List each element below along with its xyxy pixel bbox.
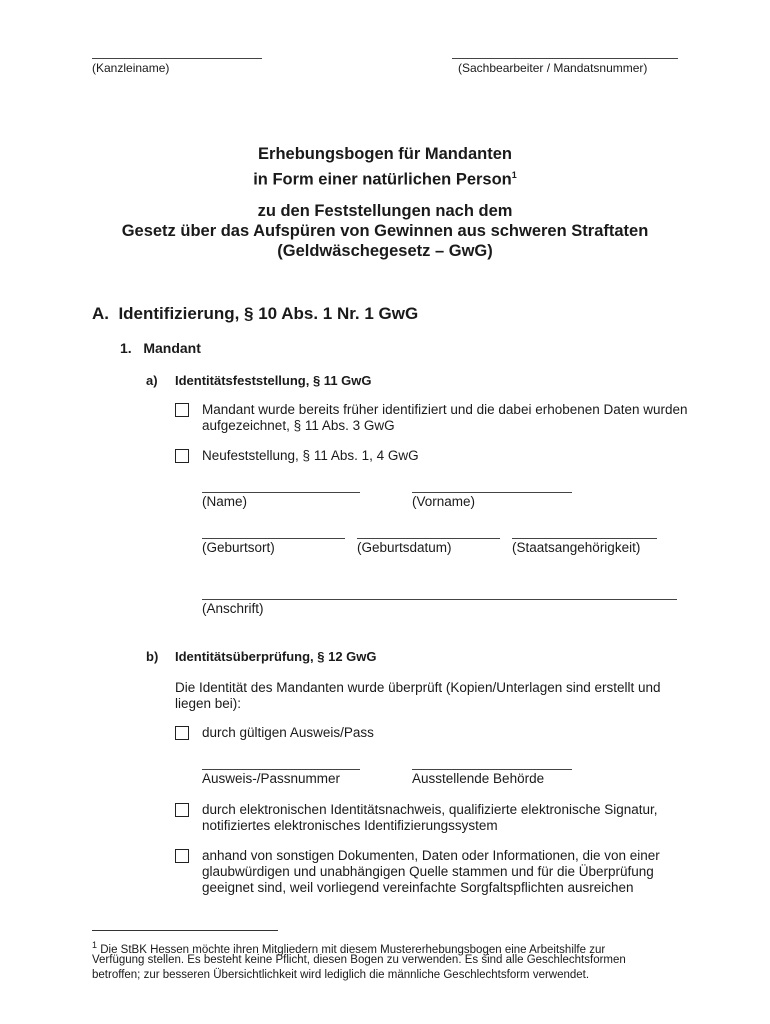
behoerde-label: Ausstellende Behörde: [412, 771, 545, 786]
checkbox-ausweis-pass[interactable]: [175, 726, 189, 740]
document-subtitle-line3: (Geldwäschegesetz – GwG): [277, 242, 493, 260]
document-subtitle-line2: Gesetz über das Aufspüren von Gewinnen aus schweren Straftaten: [121, 222, 649, 240]
sachbearbeiter-label: (Sachbearbeiter / Mandatsnummer): [458, 61, 648, 75]
name-label: (Name): [202, 494, 248, 509]
name-input[interactable]: [202, 474, 360, 493]
identitaet-intro-line2: liegen bei):: [175, 696, 242, 711]
document-title-line2: [0, 165, 770, 191]
checkbox-elektronischer-nachweis[interactable]: [175, 803, 189, 817]
checkbox-bereits-identifiziert[interactable]: [175, 403, 189, 417]
staatsangehoerigkeit-input[interactable]: [512, 520, 657, 539]
subsection-a-label: a): [146, 373, 158, 388]
anschrift-input[interactable]: [202, 581, 677, 600]
footnote-line1: Die StBK Hessen möchte ihren Mitgliedern mit diesem Mustererhebungsbogen eine Arbeitshilfe zur: [97, 943, 606, 956]
subsection-b-label: b): [146, 649, 159, 664]
geburtsdatum-label: (Geburtsdatum): [357, 540, 452, 555]
footnote-ref: 1: [511, 170, 517, 180]
passnummer-label: Ausweis-/Passnummer: [202, 771, 341, 786]
document-title-line1: Erhebungsbogen für Mandanten: [258, 145, 512, 163]
checkbox-neufeststellung[interactable]: [175, 449, 189, 463]
vorname-label: (Vorname): [412, 494, 476, 509]
option-ausweis-pass: durch gültigen Ausweis/Pass: [202, 725, 374, 740]
subsection-mandant-heading: 1. Mandant: [120, 340, 201, 356]
geburtsort-label: (Geburtsort): [202, 540, 275, 555]
section-a-heading: A. Identifizierung, § 10 Abs. 1 Nr. 1 GwG: [92, 304, 419, 323]
geburtsdatum-input[interactable]: [357, 520, 500, 539]
option-sonstige-dokumente-line3: geeignet sind, weil vorliegend vereinfachte Sorgfaltspflichten ausreichen: [202, 880, 634, 895]
option-elektronischer-nachweis-line2: notifiziertes elektronisches Identifizierungssystem: [202, 818, 498, 833]
footnote-text-line3: betroffen; zur besseren Übersichtlichkeit wird lediglich die männliche Geschlechtsform verwendet.: [92, 969, 590, 981]
identitaet-intro-line1: Die Identität des Mandanten wurde überprüft (Kopien/Unterlagen sind erstellt und: [175, 680, 661, 695]
footnote-marker: 1: [92, 940, 98, 950]
subsection-b-heading: Identitätsüberprüfung, § 12 GwG: [175, 649, 377, 664]
option-neufeststellung: Neufeststellung, § 11 Abs. 1, 4 GwG: [202, 448, 419, 463]
document-subtitle-line1: zu den Feststellungen nach dem: [257, 202, 513, 220]
footnote-divider: [92, 930, 278, 931]
sachbearbeiter-input[interactable]: [452, 40, 678, 59]
passnummer-input[interactable]: [202, 751, 360, 770]
vorname-input[interactable]: [412, 474, 572, 493]
subsection-a-heading: Identitätsfeststellung, § 11 GwG: [175, 373, 372, 388]
staatsangehoerigkeit-label: (Staatsangehörigkeit): [512, 540, 641, 555]
kanzleiname-label: (Kanzleiname): [92, 61, 170, 75]
kanzleiname-input[interactable]: [92, 40, 262, 59]
option-elektronischer-nachweis-line1: durch elektronischen Identitätsnachweis, qualifizierte elektronische Signatur,: [202, 802, 658, 817]
geburtsort-input[interactable]: [202, 520, 345, 539]
document-title-line2-text: in Form einer natürlichen Person: [253, 170, 512, 189]
footnote-text-line2: Verfügung stellen. Es besteht keine Pflicht, diesen Bogen zu verwenden. Es sind alle Geschlechtsformen: [92, 954, 626, 966]
option-sonstige-dokumente-line2: glaubwürdigen und unabhängigen Quelle stammen und für die Überprüfung: [202, 864, 654, 879]
anschrift-label: (Anschrift): [202, 601, 264, 616]
checkbox-sonstige-dokumente[interactable]: [175, 849, 189, 863]
option-bereits-identifiziert-line2: aufgezeichnet, § 11 Abs. 3 GwG: [202, 418, 395, 433]
option-sonstige-dokumente-line1: anhand von sonstigen Dokumenten, Daten oder Informationen, die von einer: [202, 848, 660, 863]
behoerde-input[interactable]: [412, 751, 572, 770]
option-bereits-identifiziert-line1: Mandant wurde bereits früher identifiziert und die dabei erhobenen Daten wurden: [202, 402, 688, 417]
